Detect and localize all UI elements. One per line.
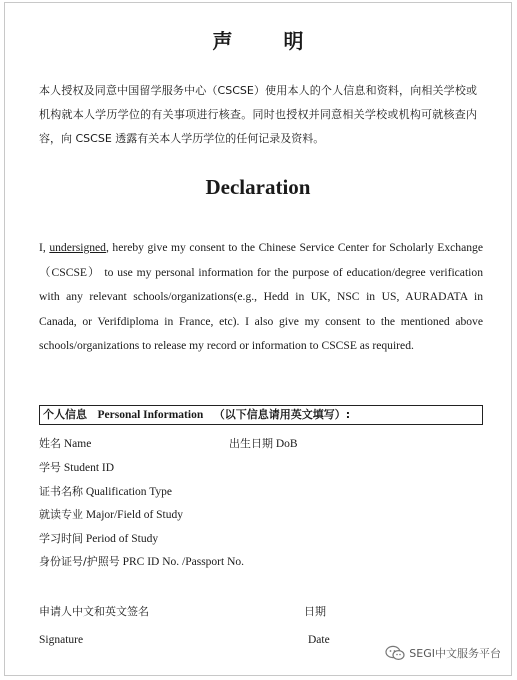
field-student-id-zh: 学号 <box>39 461 61 474</box>
field-dob-zh: 出生日期 <box>229 437 273 450</box>
field-name <box>39 435 91 451</box>
field-id-zh: 身份证号/护照号 <box>39 555 120 568</box>
chinese-consent-paragraph: 本人授权及同意中国留学服务中心（CSCSE）使用本人的个人信息和资料，向相关学校或机构就本人学历学位的有关事项进行核查。同时也授权并同意相关学校或机构可就核查内容，向 CSCSE 透露有关本人学历学位的任何记录及资料。 <box>39 84 477 145</box>
field-dob-en: DoB <box>275 438 298 450</box>
personal-info-header-en: Personal Information <box>97 409 204 421</box>
field-id-en: PRC ID No. /Passport No. <box>122 556 244 568</box>
field-student-id <box>39 459 114 475</box>
watermark <box>385 645 501 661</box>
field-major-zh: 就读专业 <box>39 508 83 521</box>
document-page <box>4 2 512 676</box>
date-zh-text: 日期 <box>304 605 326 618</box>
field-major <box>39 506 183 522</box>
personal-info-header <box>39 405 483 425</box>
field-name-en: Name <box>63 438 92 450</box>
field-period-zh: 学习时间 <box>39 532 83 545</box>
field-dob <box>229 435 298 451</box>
field-id-passport <box>39 553 244 569</box>
date-label-en: Date <box>308 634 330 646</box>
field-qualification-type <box>39 483 172 499</box>
date-label-zh <box>304 603 326 619</box>
declaration-prefix: I, <box>39 241 50 254</box>
watermark-text: SEGI中文服务平台 <box>409 647 501 660</box>
chinese-title: 声 明 <box>212 29 326 53</box>
signature-zh-text: 申请人中文和英文签名 <box>39 605 149 618</box>
field-name-zh: 姓名 <box>39 437 61 450</box>
field-student-id-en: Student ID <box>63 462 115 474</box>
personal-info-header-zh: 个人信息 <box>43 408 87 421</box>
undersigned-word: undersigned <box>49 241 106 254</box>
english-title: Declaration <box>205 175 311 199</box>
signature-label-en: Signature <box>39 634 84 646</box>
field-major-en: Major/Field of Study <box>85 509 183 521</box>
english-consent-paragraph <box>39 236 483 359</box>
field-qualification-en: Qualification Type <box>85 486 173 498</box>
personal-info-header-note: （以下信息请用英文填写）: <box>213 408 351 421</box>
field-qualification-zh: 证书名称 <box>39 485 83 498</box>
wechat-icon <box>385 645 405 661</box>
signature-label-zh <box>39 603 149 619</box>
field-period-of-study <box>39 530 158 546</box>
field-period-en: Period of Study <box>85 533 159 545</box>
declaration-body: , hereby give my consent to the Chinese Service Center for Scholarly Exchange （CSCSE） to use my personal information for the purpose of education/degree verification with any relevant schools/organizations(e.g., Hedd in UK, NSC in US, AURADATA in Canada, or Verifdiploma in France, etc). I also give my consent to the mentioned above schools/organizations to release my record or information to CSCSE as required. <box>39 241 483 352</box>
